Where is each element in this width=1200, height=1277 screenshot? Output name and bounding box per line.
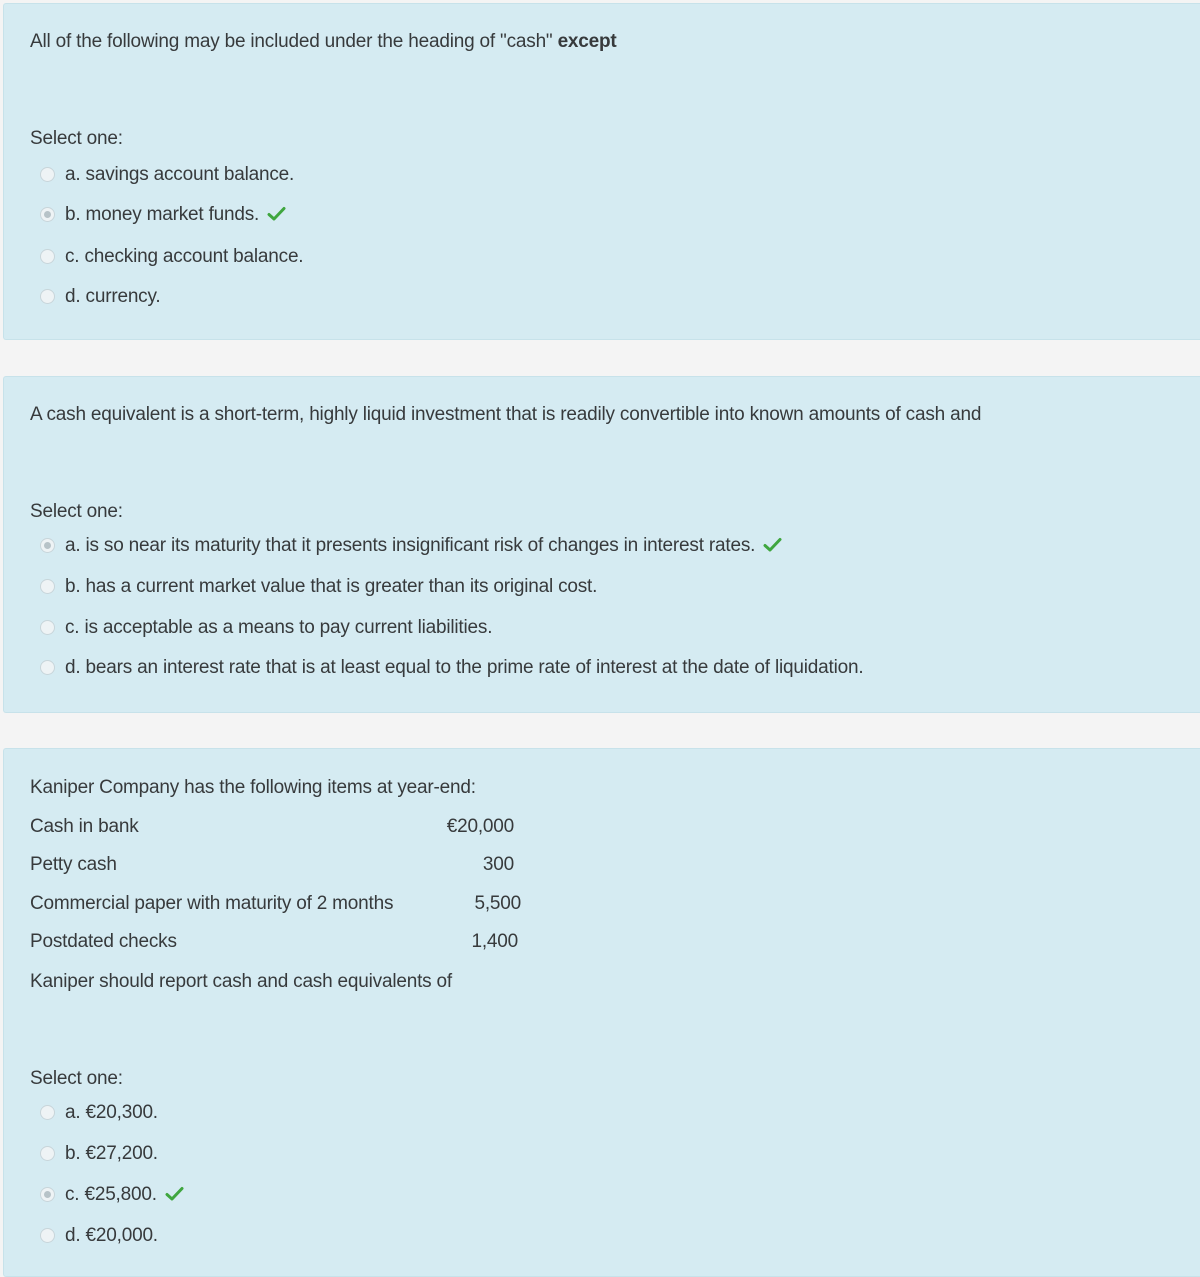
question-card-1 <box>3 3 1200 340</box>
item-value-cash-in-bank: €20,000 <box>446 816 514 837</box>
question-text-main: All of the following may be included under the heading of "cash" <box>30 31 558 52</box>
radio-button[interactable] <box>40 620 55 635</box>
option-label-text[interactable]: c. €25,800. <box>65 1184 157 1205</box>
item-label-cash-in-bank: Cash in bank <box>30 816 139 837</box>
option-label[interactable] <box>65 1184 184 1206</box>
select-one-label: Select one: <box>30 1068 123 1089</box>
option-label-text[interactable]: a. is so near its maturity that it presents insignificant risk of changes in interest rates. <box>65 535 756 556</box>
question-text <box>30 31 617 53</box>
option-label[interactable]: d. currency. <box>65 286 161 307</box>
option-label[interactable]: d. bears an interest rate that is at least equal to the prime rate of interest at the date of liquidation. <box>65 657 864 678</box>
question-text: A cash equivalent is a short-term, highly liquid investment that is readily convertible into known amounts of cash and <box>30 404 982 425</box>
select-one-label: Select one: <box>30 501 123 522</box>
radio-button[interactable] <box>40 538 55 553</box>
radio-button[interactable] <box>40 1146 55 1161</box>
select-one-label: Select one: <box>30 128 123 149</box>
option-label[interactable]: c. checking account balance. <box>65 246 304 267</box>
item-label-postdated-checks: Postdated checks <box>30 931 177 952</box>
question-conclusion: Kaniper should report cash and cash equivalents of <box>30 971 452 992</box>
option-label[interactable]: b. €27,200. <box>65 1143 158 1164</box>
option-label[interactable]: a. savings account balance. <box>65 164 295 185</box>
correct-check-icon <box>763 537 782 553</box>
radio-button[interactable] <box>40 1105 55 1120</box>
question-text: Kaniper Company has the following items at year-end: <box>30 777 476 798</box>
item-value-petty-cash: 300 <box>482 854 514 875</box>
option-label[interactable]: a. €20,300. <box>65 1102 158 1123</box>
item-value-commercial-paper: 5,500 <box>474 893 521 914</box>
option-label[interactable] <box>65 535 782 557</box>
question-card-3 <box>3 748 1200 1277</box>
option-label-text[interactable]: b. money market funds. <box>65 204 260 225</box>
option-label[interactable] <box>65 204 286 226</box>
radio-button[interactable] <box>40 207 55 222</box>
radio-button[interactable] <box>40 660 55 675</box>
option-label[interactable]: d. €20,000. <box>65 1225 158 1246</box>
correct-check-icon <box>165 1186 184 1202</box>
radio-button[interactable] <box>40 1187 55 1202</box>
question-text-emphasis: except <box>557 31 617 52</box>
correct-check-icon <box>267 206 286 222</box>
radio-button[interactable] <box>40 289 55 304</box>
item-label-commercial-paper: Commercial paper with maturity of 2 months <box>30 893 394 914</box>
radio-button[interactable] <box>40 167 55 182</box>
option-label[interactable]: c. is acceptable as a means to pay current liabilities. <box>65 617 493 638</box>
question-card-2 <box>3 376 1200 713</box>
item-label-petty-cash: Petty cash <box>30 854 117 875</box>
radio-button[interactable] <box>40 1228 55 1243</box>
radio-button[interactable] <box>40 579 55 594</box>
option-label[interactable]: b. has a current market value that is greater than its original cost. <box>65 576 598 597</box>
item-value-postdated-checks: 1,400 <box>471 931 518 952</box>
radio-button[interactable] <box>40 249 55 264</box>
